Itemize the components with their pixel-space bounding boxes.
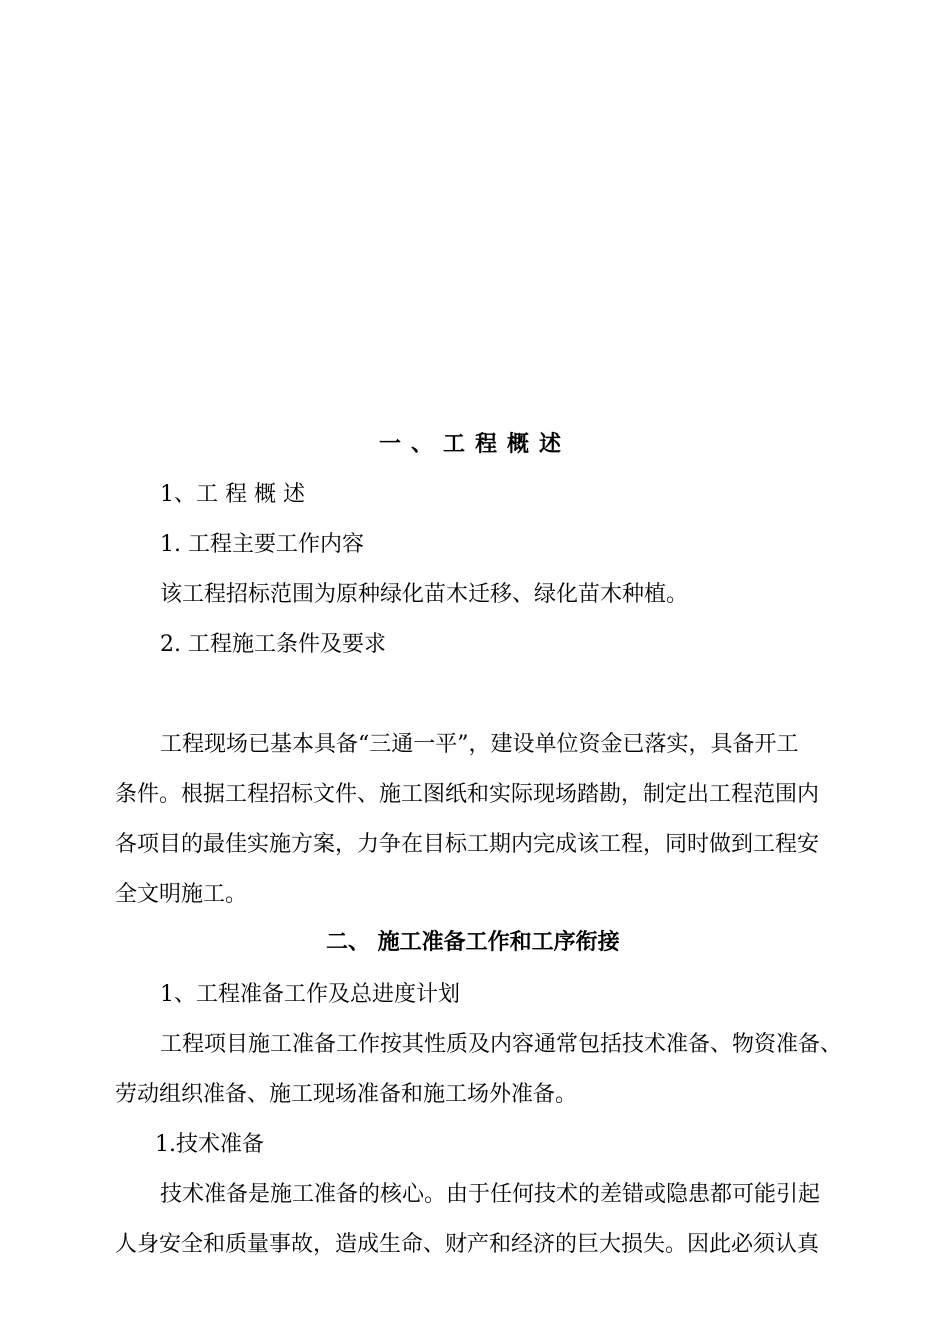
section1-paragraph-line: 条件。根据工程招标文件、施工图纸和实际现场踏勘，制定出工程范围内 [115, 782, 820, 807]
section2-subheading: 1、工程准备工作及总进度计划 [160, 982, 460, 1007]
section2-paragraph-line: 工程项目施工准备工作按其性质及内容通常包括技术准备、物资准备、 [160, 1032, 843, 1057]
section2-heading: 二、 施工准备工作和工序衔接 [326, 930, 620, 955]
section2-item1-title: 1.技术准备 [155, 1132, 264, 1157]
section2-item1-line: 技术准备是施工准备的核心。由于任何技术的差错或隐患都可能引起 [160, 1182, 821, 1207]
section2-paragraph-line: 劳动组织准备、施工现场准备和施工场外准备。 [115, 1082, 578, 1107]
section1-item1-text: 该工程招标范围为原种绿化苗木迁移、绿化苗木种植。 [160, 582, 689, 607]
section1-heading: 一、工程概述 [378, 432, 571, 457]
section1-subheading: 1、工 程 概 述 [160, 482, 305, 507]
section1-paragraph-line: 各项目的最佳实施方案，力争在目标工期内完成该工程，同时做到工程安 [115, 832, 820, 857]
section2-item1-line: 人身安全和质量事故，造成生命、财产和经济的巨大损失。因此必须认真 [115, 1232, 820, 1257]
section1-paragraph-line: 工程现场已基本具备“三通一平”，建设单位资金已落实，具备开工 [160, 732, 799, 757]
section1-paragraph-line: 全文明施工。 [115, 882, 248, 907]
section1-item1-title: 1. 工程主要工作内容 [160, 532, 364, 557]
section1-item2-title: 2. 工程施工条件及要求 [160, 632, 386, 657]
